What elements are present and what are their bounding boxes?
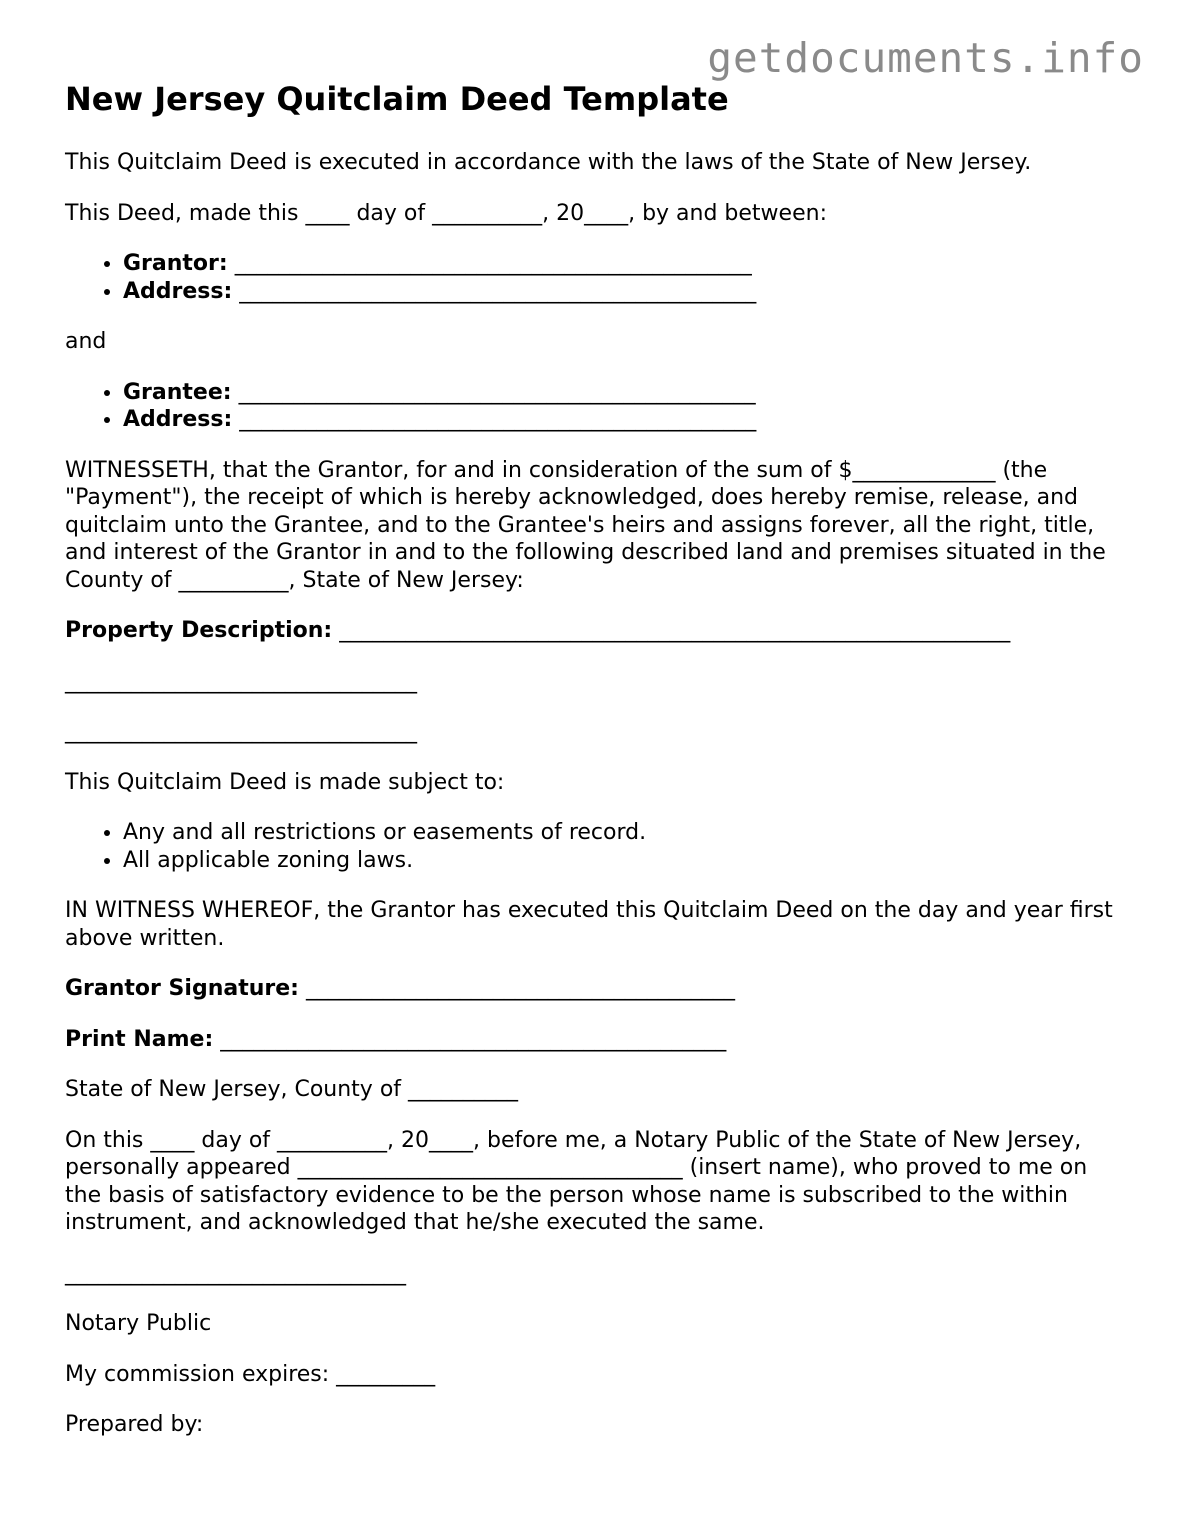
grantor-address-blank: _______________________________________________	[239, 278, 757, 304]
print-name-blank: ______________________________________________	[220, 1026, 727, 1052]
grantee-address-blank: _______________________________________________	[239, 407, 757, 432]
witnesseth-paragraph: WITNESSETH, that the Grantor, for and in consideration of the sum of $_____________ (the "Payment"), the receipt of which is hereby acknowledged, does hereby remise, release, and quitclaim unto the Grantee, and to the Grantee's heirs and assigns forever, all the right, title, and interest of the Grantor in and to the following described land and premises situated in the County of __________, State of New Jersey:	[65, 457, 1106, 593]
prepared-by: Prepared by:	[65, 1412, 204, 1437]
print-name-label: Print Name:	[65, 1026, 214, 1052]
print-name	[65, 1026, 1125, 1054]
document-body	[65, 149, 1125, 1462]
property-extra-blank-2: ________________________________	[65, 719, 417, 744]
and-text: and	[65, 329, 107, 354]
property-description	[65, 617, 1125, 645]
property-description-label: Property Description:	[65, 618, 333, 643]
subject-to-item: • All applicable zoning laws.	[123, 847, 1125, 875]
subject-to-item: • Any and all restrictions or easements of record.	[123, 819, 1125, 847]
grantee-address-label: Address:	[123, 407, 233, 432]
notary-signature-blank: _______________________________	[65, 1260, 406, 1286]
grantor-signature-blank: _______________________________________	[305, 976, 735, 1001]
grantor-signature	[65, 975, 1125, 1003]
page-title: New Jersey Quitclaim Deed Template	[65, 80, 729, 118]
notary-paragraph: On this ____ day of __________, 20____, before me, a Notary Public of the State of New Jersey, personally appeared ___________________________________ (insert name), who proved to me on the basis of satisfactory evidence to be the person whose name is subscribed to the within instrument, and acknowledged that he/she executed the same.	[65, 1127, 1088, 1235]
deed-made-paragraph: This Deed, made this ____ day of __________, 20____, by and between:	[65, 200, 827, 226]
state-county-line: State of New Jersey, County of __________	[65, 1077, 519, 1102]
grantor-list	[65, 250, 1125, 305]
in-witness-paragraph: IN WITNESS WHEREOF, the Grantor has executed this Quitclaim Deed on the day and year first above written.	[65, 898, 1113, 951]
notary-public-label: Notary Public	[65, 1311, 212, 1336]
grantor-address-label: Address:	[123, 278, 233, 304]
grantor-label: Grantor:	[123, 251, 228, 276]
property-description-blank: _____________________________________________________________	[339, 618, 1011, 643]
grantor-address-item	[123, 278, 1125, 306]
property-extra-blank-1: ________________________________	[65, 668, 417, 694]
grantor-signature-label: Grantor Signature:	[65, 976, 299, 1001]
grantee-address-item	[123, 406, 1125, 434]
subject-to-list	[65, 819, 1125, 874]
grantor-name-blank: _______________________________________________	[234, 251, 752, 276]
commission-expires: My commission expires: _________	[65, 1361, 436, 1387]
grantee-label: Grantee:	[123, 379, 232, 405]
subject-to-intro: This Quitclaim Deed is made subject to:	[65, 769, 505, 795]
grantee-list	[65, 379, 1125, 434]
intro-paragraph: This Quitclaim Deed is executed in accordance with the laws of the State of New Jersey.	[65, 150, 1032, 175]
grantee-name-item	[123, 379, 1125, 407]
grantee-name-blank: _______________________________________________	[238, 379, 756, 405]
watermark: getdocuments.info	[707, 34, 1144, 82]
grantor-name-item	[123, 250, 1125, 278]
